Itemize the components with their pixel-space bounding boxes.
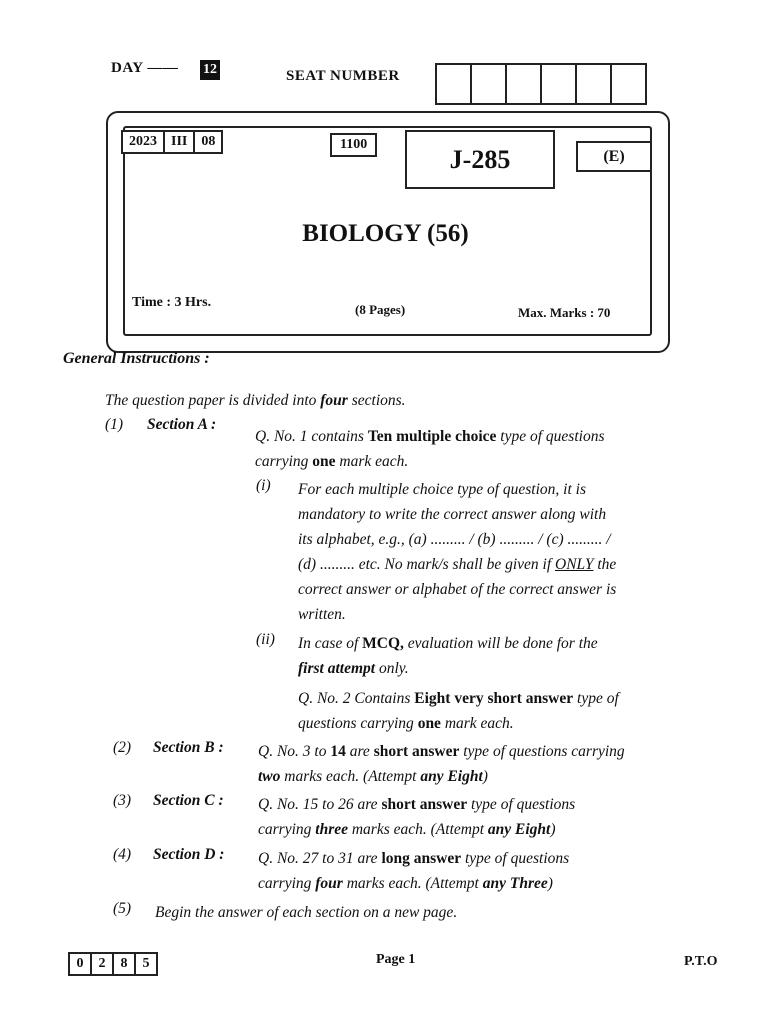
instructions-intro: The question paper is divided into four sections. — [105, 392, 406, 409]
exam-code: 08 — [193, 130, 223, 154]
medium-code: (E) — [576, 141, 652, 172]
exam-time-code: 1100 — [330, 133, 377, 157]
seat-number-box[interactable] — [540, 63, 577, 105]
page-count: (8 Pages) — [355, 302, 406, 317]
exam-code-strip — [123, 130, 223, 154]
exam-month: III — [163, 130, 195, 154]
code-digit: 2 — [90, 952, 114, 976]
section-d-label: Section D : — [153, 846, 225, 863]
item-number: (4) — [113, 846, 132, 863]
section-a-sub-ii-text: In case of MCQ, evaluation will be done for the first attempt only. — [298, 635, 598, 677]
section-a-label: Section A : — [147, 416, 217, 433]
max-marks: Max. Marks : 70 — [518, 305, 611, 320]
instructions-title: General Instructions : — [63, 350, 210, 367]
seat-number-box[interactable] — [610, 63, 647, 105]
please-turn-over: P.T.O — [684, 954, 718, 969]
seat-number-box[interactable] — [470, 63, 507, 105]
item-number: (1) — [105, 416, 124, 433]
code-digit: 0 — [68, 952, 92, 976]
section-c-label: Section C : — [153, 792, 224, 809]
exam-year: 2023 — [121, 130, 165, 154]
page-number: Page 1 — [376, 952, 416, 967]
section-c-text: Q. No. 15 to 26 are short answer type of questions carrying three marks each. (Attempt any Eight) — [258, 796, 576, 838]
section-a-text: Q. No. 1 contains Ten multiple choice type of questions carrying one mark each. — [255, 428, 605, 470]
seat-number-box[interactable] — [575, 63, 612, 105]
code-digit: 8 — [112, 952, 136, 976]
time-duration: Time : 3 Hrs. — [132, 295, 212, 310]
day-number-badge: 12 — [200, 60, 220, 80]
seat-number-box[interactable] — [505, 63, 542, 105]
seat-number-boxes — [437, 63, 647, 105]
section-d-text: Q. No. 27 to 31 are long answer type of questions carrying four marks each. (Attempt any Three) — [258, 850, 570, 892]
item-5-text: Begin the answer of each section on a new page. — [155, 904, 458, 921]
paper-code: J-285 — [405, 130, 555, 189]
seat-number-label: SEAT NUMBER — [286, 68, 400, 84]
section-b-text: Q. No. 3 to 14 are short answer type of questions carrying two marks each. (Attempt any Eight) — [258, 743, 625, 785]
paper-code-boxes — [70, 952, 158, 976]
item-number: (5) — [113, 900, 132, 917]
item-number: (3) — [113, 792, 132, 809]
section-a-q2-text: Q. No. 2 Contains Eight very short answer type of questions carrying one mark each. — [298, 690, 619, 732]
code-digit: 5 — [134, 952, 158, 976]
section-a-sub-i-text: For each multiple choice type of question, it is mandatory to write the correct answer along with its alphabet, e.g., (a) ......... / (b) ......... / (c) ......... / (d) ......... etc. No mark/s shall be given if ONLY the correct answer or alphabet of the correct answer is written. — [298, 481, 617, 623]
sub-item-number: (ii) — [256, 631, 275, 648]
seat-number-box[interactable] — [435, 63, 472, 105]
section-b-label: Section B : — [153, 739, 224, 756]
sub-item-number: (i) — [256, 477, 271, 494]
subject-title: BIOLOGY (56) — [302, 220, 469, 247]
item-number: (2) — [113, 739, 132, 756]
day-label: DAY —— — [111, 60, 179, 76]
